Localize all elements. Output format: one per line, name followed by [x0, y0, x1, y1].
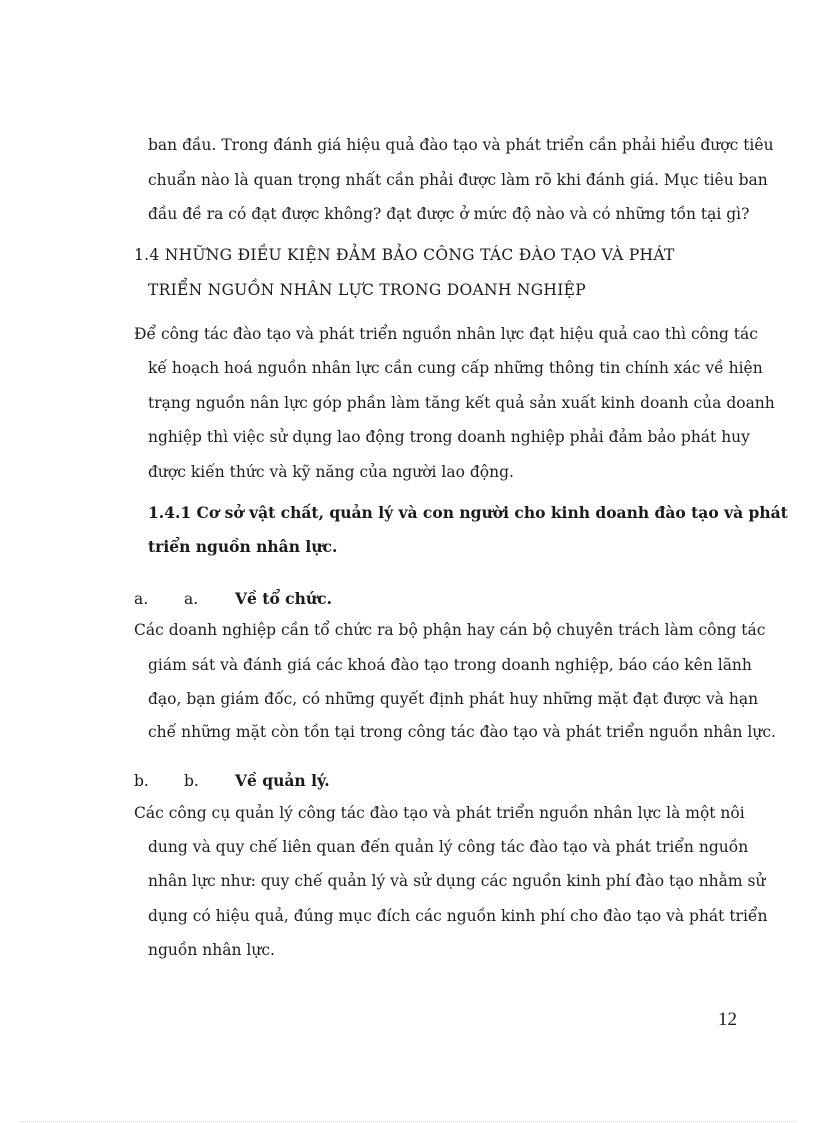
item-b-title: Về quản lý.: [235, 771, 330, 790]
item-b-line: dụng có hiệu quả, đúng mục đích các nguồn kinh phí cho đào tạo và phát triển: [148, 907, 768, 925]
section-heading-line: TRIỂN NGUỒN NHÂN LỰC TRONG DOANH NGHIỆP: [148, 281, 586, 299]
intro-line: chuẩn nào là quan trọng nhất cần phải được làm rõ khi đánh giá. Mục tiêu ban: [148, 171, 768, 189]
item-a-title: Về tổ chức.: [235, 589, 332, 608]
section-heading-line: 1.4 NHỮNG ĐIỀU KIỆN ĐẢM BẢO CÔNG TÁC ĐÀO TẠO VÀ PHÁT: [134, 246, 675, 264]
item-a-line: đạo, bạn giám đốc, có những quyết định phát huy những mặt đạt được và hạn: [148, 690, 759, 708]
section-paragraph-line: kế hoạch hoá nguồn nhân lực cần cung cấp những thông tin chính xác về hiện: [148, 359, 763, 377]
item-a-line: Các doanh nghiệp cần tổ chức ra bộ phận hay cán bộ chuyên trách làm công tác: [134, 621, 766, 639]
page-number: 12: [718, 1009, 737, 1030]
section-paragraph-line: được kiến thức và kỹ năng của người lao động.: [148, 463, 514, 481]
item-a-marker: a.: [134, 590, 149, 608]
item-a-line: giám sát và đánh giá các khoá đào tạo trong doanh nghiệp, báo cáo kên lãnh: [148, 656, 752, 674]
item-b-marker: b.: [134, 772, 149, 790]
item-b-line: nhân lực như: quy chế quản lý và sử dụng các nguồn kinh phí đào tạo nhằm sử: [148, 872, 766, 890]
section-paragraph-line: nghiệp thì việc sử dụng lao động trong doanh nghiệp phải đảm bảo phát huy: [148, 428, 750, 446]
intro-line: đầu đề ra có đạt được không? đạt được ở mức độ nào và có những tồn tại gì?: [148, 205, 750, 223]
footer-dotted-rule: [20, 1121, 796, 1122]
item-a-line: chế những mặt còn tồn tại trong công tác đào tạo và phát triển nguồn nhân lực.: [148, 723, 776, 741]
item-a-marker: a.: [184, 590, 199, 608]
subsection-heading-line: triển nguồn nhân lực.: [148, 537, 338, 556]
subsection-heading-line: 1.4.1 Cơ sở vật chất, quản lý và con người cho kinh doanh đào tạo và phát: [148, 503, 788, 522]
item-b-line: Các công cụ quản lý công tác đào tạo và phát triển nguồn nhân lực là một nôi: [134, 804, 745, 822]
item-b-marker: b.: [184, 772, 199, 790]
item-b-line: dung và quy chế liên quan đến quản lý công tác đào tạo và phát triển nguồn: [148, 838, 749, 856]
item-b-line: nguồn nhân lực.: [148, 941, 275, 959]
intro-line: ban đầu. Trong đánh giá hiệu quả đào tạo và phát triển cần phải hiểu được tiêu: [148, 136, 774, 154]
section-paragraph-line: trạng nguồn nân lực góp phần làm tăng kết quả sản xuất kinh doanh của doanh: [148, 394, 775, 412]
section-paragraph-line: Để công tác đào tạo và phát triển nguồn nhân lực đạt hiệu quả cao thì công tác: [134, 325, 758, 343]
